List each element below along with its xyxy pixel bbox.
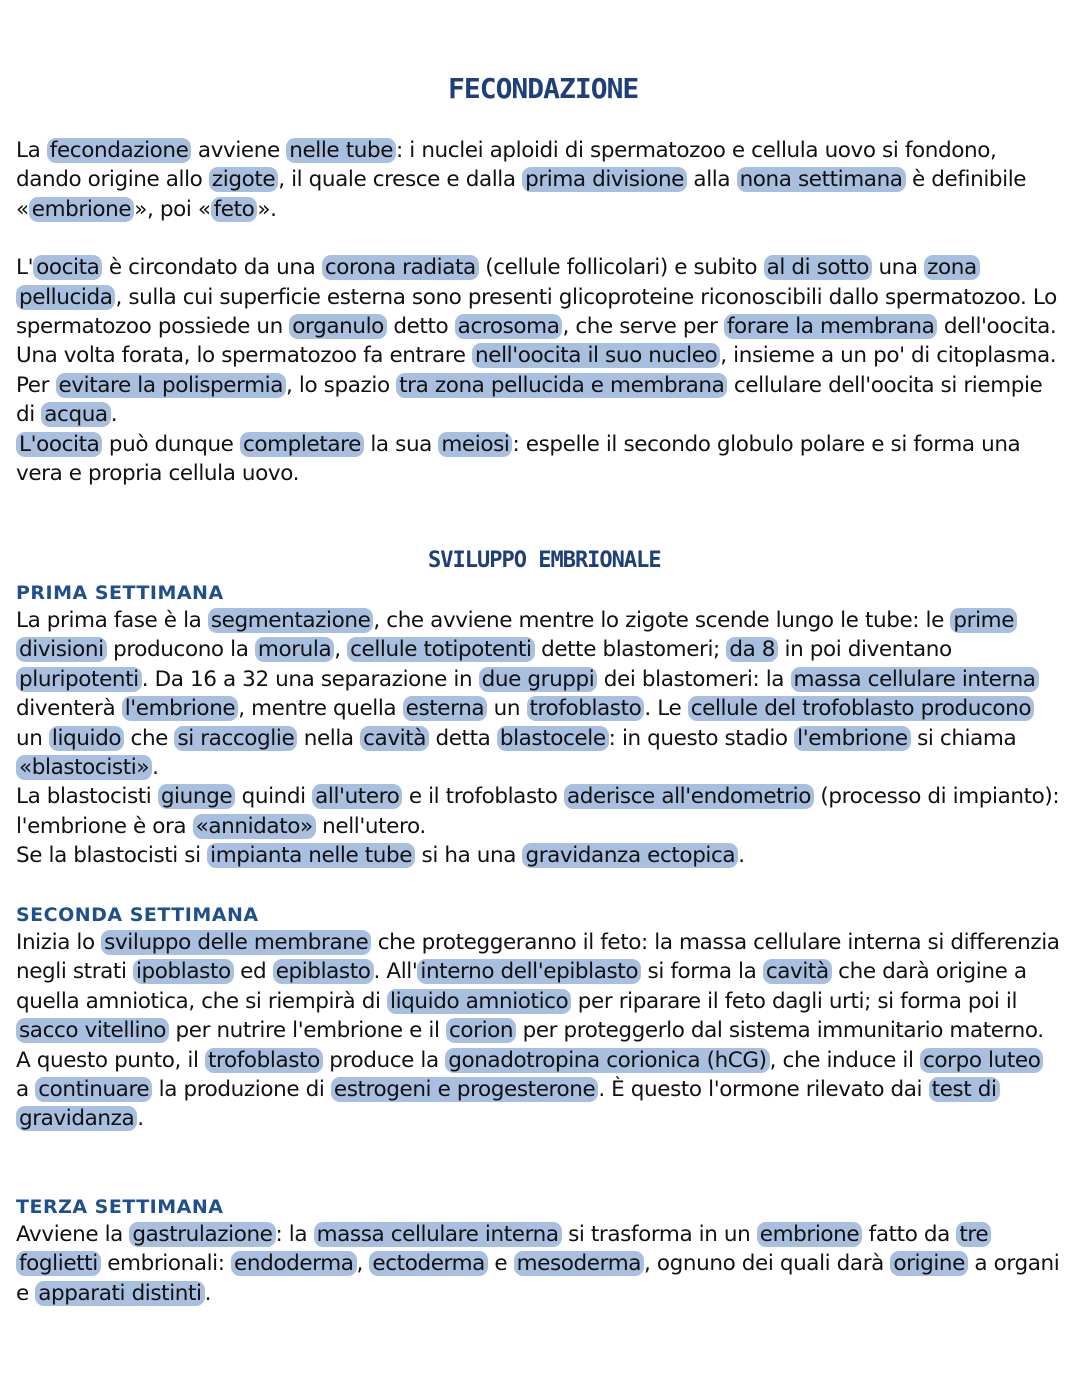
highlighted-term: cavità: [763, 959, 832, 984]
highlighted-term: «annidato»: [193, 814, 316, 839]
highlighted-term: embrione: [757, 1222, 862, 1247]
highlighted-term: epiblasto: [273, 959, 374, 984]
text-run: , che induce il: [769, 1047, 920, 1073]
section-seconda-settimana: [16, 928, 1062, 1134]
paragraph: [16, 928, 1062, 1134]
highlighted-term: zigote: [209, 167, 278, 192]
text-run: , mentre quella: [238, 696, 403, 722]
highlighted-term: gastrulazione: [129, 1222, 275, 1247]
text-run: Inizia lo: [16, 930, 102, 955]
highlighted-term: si raccoglie: [174, 726, 297, 751]
highlighted-term: giunge: [158, 784, 235, 809]
highlighted-term: zona pellucida: [16, 255, 980, 309]
highlighted-term: oocita: [33, 255, 102, 280]
highlighted-term: feto: [211, 197, 258, 222]
title-sviluppo-embrionale: SVILUPPO EMBRIONALE: [428, 548, 661, 573]
highlighted-term: sviluppo delle membrane: [101, 930, 371, 955]
text-run: L': [16, 255, 34, 281]
highlighted-term: nona settimana: [737, 167, 906, 192]
text-run: avviene: [191, 138, 287, 163]
text-run: . È questo l'ormone rilevato dai: [598, 1077, 929, 1103]
text-run: che darà origine a quella amniotica, che si riempirà di: [16, 959, 1027, 1014]
text-run: in poi diventano: [778, 637, 952, 663]
text-run: per riparare il feto dagli urti; si forma poi il: [571, 988, 1018, 1014]
highlighted-term: nelle tube: [286, 138, 396, 163]
text-run: ,: [334, 637, 348, 663]
text-run: .: [137, 1106, 144, 1132]
highlighted-term: interno dell'epiblasto: [417, 959, 641, 984]
text-run: si forma la: [641, 959, 763, 985]
highlighted-term: corion: [446, 1018, 516, 1043]
text-run: ».: [257, 196, 277, 222]
text-run: A questo punto, il: [16, 1047, 205, 1073]
highlighted-term: mesoderma: [514, 1251, 644, 1276]
heading-terza-settimana: TERZA SETTIMANA: [16, 1196, 224, 1218]
highlighted-term: evitare la polispermia: [56, 373, 287, 398]
text-run: , sulla cui superficie esterna sono presenti glicoproteine riconoscibili dallo spermatozoo. Lo spermatozoo possiede un: [16, 284, 1057, 340]
highlighted-term: liquido: [49, 726, 124, 751]
text-run: (cellule follicolari) e subito: [478, 255, 764, 281]
highlighted-term: cellule del trofoblasto producono: [688, 696, 1034, 721]
text-run: quindi: [235, 784, 313, 810]
text-run: è circondato da una: [102, 255, 322, 281]
highlighted-term: continuare: [35, 1077, 152, 1102]
highlighted-term: da 8: [726, 637, 778, 662]
text-run: Se la blastocisti si: [16, 843, 208, 869]
highlighted-term: endoderma: [231, 1251, 357, 1276]
text-run: nell'utero.: [315, 813, 426, 839]
text-run: La blastocisti: [16, 784, 158, 810]
text-run: Una volta forata, lo spermatozoo fa entrare: [16, 343, 473, 369]
text-run: La: [16, 138, 47, 163]
highlighted-term: forare la membrana: [724, 314, 938, 339]
text-run: . Da 16 a 32 una separazione in: [141, 666, 479, 692]
text-run: : in questo stadio: [608, 725, 795, 751]
text-run: un: [487, 696, 527, 722]
text-run: la sua: [363, 431, 439, 457]
highlighted-term: esterna: [403, 696, 488, 721]
highlighted-term: corpo luteo: [920, 1048, 1043, 1073]
highlighted-term: sacco vitellino: [16, 1018, 169, 1043]
text-run: che: [124, 725, 175, 751]
text-run: a organi e: [16, 1251, 1060, 1306]
text-run: : i nuclei aploidi di spermatozoo e cellula uovo si fondono, dando origine allo: [16, 138, 997, 193]
section-terza-settimana: [16, 1220, 1062, 1308]
highlighted-term: L'oocita: [16, 432, 102, 457]
text-run: , il quale cresce e dalla: [278, 167, 523, 193]
text-run: detto: [386, 314, 455, 340]
text-run: può dunque: [102, 431, 240, 457]
text-run: per nutrire l'embrione e il: [169, 1018, 446, 1044]
text-run: che proteggeranno il feto: la massa cellulare interna si differenzia negli strati: [16, 930, 1060, 985]
highlighted-term: «blastocisti»: [16, 755, 152, 780]
highlighted-term: blastocele: [497, 726, 609, 751]
text-run: , che avviene mentre lo zigote scende lungo le tube: le: [373, 608, 951, 633]
text-run: produce la: [322, 1047, 446, 1073]
heading-prima-settimana: PRIMA SETTIMANA: [16, 582, 224, 604]
highlighted-term: morula: [255, 637, 334, 662]
highlighted-term: al di sotto: [764, 255, 872, 280]
highlighted-term: acrosoma: [455, 314, 563, 339]
highlighted-term: all'utero: [312, 784, 402, 809]
text-run: si chiama: [910, 725, 1017, 751]
highlighted-term: test di gravidanza: [16, 1077, 1000, 1131]
heading-seconda-settimana: SECONDA SETTIMANA: [16, 904, 259, 926]
text-run: è definibile «: [16, 167, 1027, 222]
section-fecondazione: [16, 136, 1062, 488]
highlighted-term: organulo: [289, 314, 387, 339]
text-run: a: [16, 1077, 36, 1103]
highlighted-term: prime divisioni: [16, 608, 1017, 662]
text-run: », poi «: [134, 196, 211, 222]
text-run: : espelle il secondo globulo polare e si forma una vera e propria cellula uovo.: [16, 431, 1021, 487]
highlighted-term: tre foglietti: [16, 1222, 991, 1276]
highlighted-term: gonadotropina corionica (hCG): [445, 1048, 769, 1073]
text-run: , lo spazio: [286, 372, 397, 398]
highlighted-term: embrione: [29, 197, 134, 222]
highlighted-term: due gruppi: [479, 667, 598, 692]
text-run: Avviene la: [16, 1222, 130, 1247]
text-run: , che serve per: [562, 314, 724, 340]
highlighted-term: massa cellulare interna: [314, 1222, 562, 1247]
highlighted-term: acqua: [41, 402, 110, 427]
text-run: detta: [429, 725, 497, 751]
text-run: producono la: [106, 637, 255, 663]
title-fecondazione: FECONDAZIONE: [448, 72, 639, 105]
highlighted-term: fecondazione: [47, 138, 192, 163]
text-run: diventerà: [16, 696, 122, 722]
highlighted-term: estrogeni e progesterone: [331, 1077, 598, 1102]
text-run: e il trofoblasto: [402, 784, 564, 810]
text-run: , ognuno dei quali darà: [644, 1251, 891, 1277]
highlighted-term: segmentazione: [208, 608, 374, 633]
highlighted-term: trofoblasto: [205, 1048, 323, 1073]
text-run: alla: [687, 167, 737, 193]
text-run: embrionali:: [100, 1251, 232, 1277]
highlighted-term: l'embrione: [122, 696, 239, 721]
highlighted-term: nell'oocita il suo nucleo: [472, 343, 720, 368]
paragraph: [16, 606, 1062, 871]
text-run: una: [872, 255, 925, 281]
text-run: (processo di impianto): l'embrione è ora: [16, 784, 1060, 839]
highlighted-term: ipoblasto: [133, 959, 234, 984]
text-run: . Le: [644, 696, 688, 722]
highlighted-term: completare: [240, 432, 364, 457]
highlighted-term: meiosi: [438, 432, 512, 457]
text-run: fatto da: [862, 1222, 957, 1247]
text-run: .: [110, 402, 118, 428]
paragraph: [16, 1220, 1062, 1308]
text-run: , insieme a un po' di citoplasma. Per: [16, 343, 1057, 398]
highlighted-term: cellule totipotenti: [347, 637, 535, 662]
text-run: cellulare dell'oocita si riempie di: [16, 372, 1043, 428]
text-run: .: [204, 1280, 212, 1306]
text-run: dell'oocita.: [937, 314, 1057, 340]
text-run: . All': [373, 959, 418, 985]
text-run: si trasforma in un: [561, 1222, 757, 1247]
highlighted-term: origine: [890, 1251, 968, 1276]
text-run: la produzione di: [152, 1077, 331, 1103]
text-run: ed: [233, 959, 273, 985]
highlighted-term: corona radiata: [322, 255, 479, 280]
text-run: .: [738, 843, 745, 869]
highlighted-term: impianta nelle tube: [207, 843, 415, 868]
highlighted-term: aderisce all'endometrio: [564, 784, 814, 809]
text-run: un: [16, 725, 49, 751]
highlighted-term: trofoblasto: [527, 696, 645, 721]
highlighted-term: prima divisione: [522, 167, 687, 192]
text-run: si ha una: [415, 843, 523, 869]
text-run: dei blastomeri: la: [597, 666, 791, 692]
highlighted-term: pluripotenti: [16, 667, 142, 692]
highlighted-term: cavità: [360, 726, 429, 751]
highlighted-term: ectoderma: [369, 1251, 488, 1276]
highlighted-term: liquido amniotico: [387, 989, 571, 1014]
highlighted-term: apparati distinti: [35, 1281, 204, 1306]
text-run: La prima fase è la: [16, 608, 208, 633]
highlighted-term: massa cellulare interna: [791, 667, 1039, 692]
paragraph: [16, 136, 1062, 224]
text-run: dette blastomeri;: [534, 637, 727, 663]
text-run: ,: [356, 1251, 370, 1277]
section-prima-settimana: [16, 606, 1062, 871]
text-run: per proteggerlo dal sistema immunitario materno.: [516, 1018, 1044, 1044]
highlighted-term: l'embrione: [794, 726, 911, 751]
text-run: : la: [275, 1222, 314, 1247]
text-run: nella: [297, 725, 361, 751]
text-run: .: [152, 755, 159, 781]
highlighted-term: tra zona pellucida e membrana: [396, 373, 727, 398]
highlighted-term: gravidanza ectopica: [522, 843, 738, 868]
paragraph: [16, 253, 1062, 488]
text-run: e: [487, 1251, 514, 1277]
